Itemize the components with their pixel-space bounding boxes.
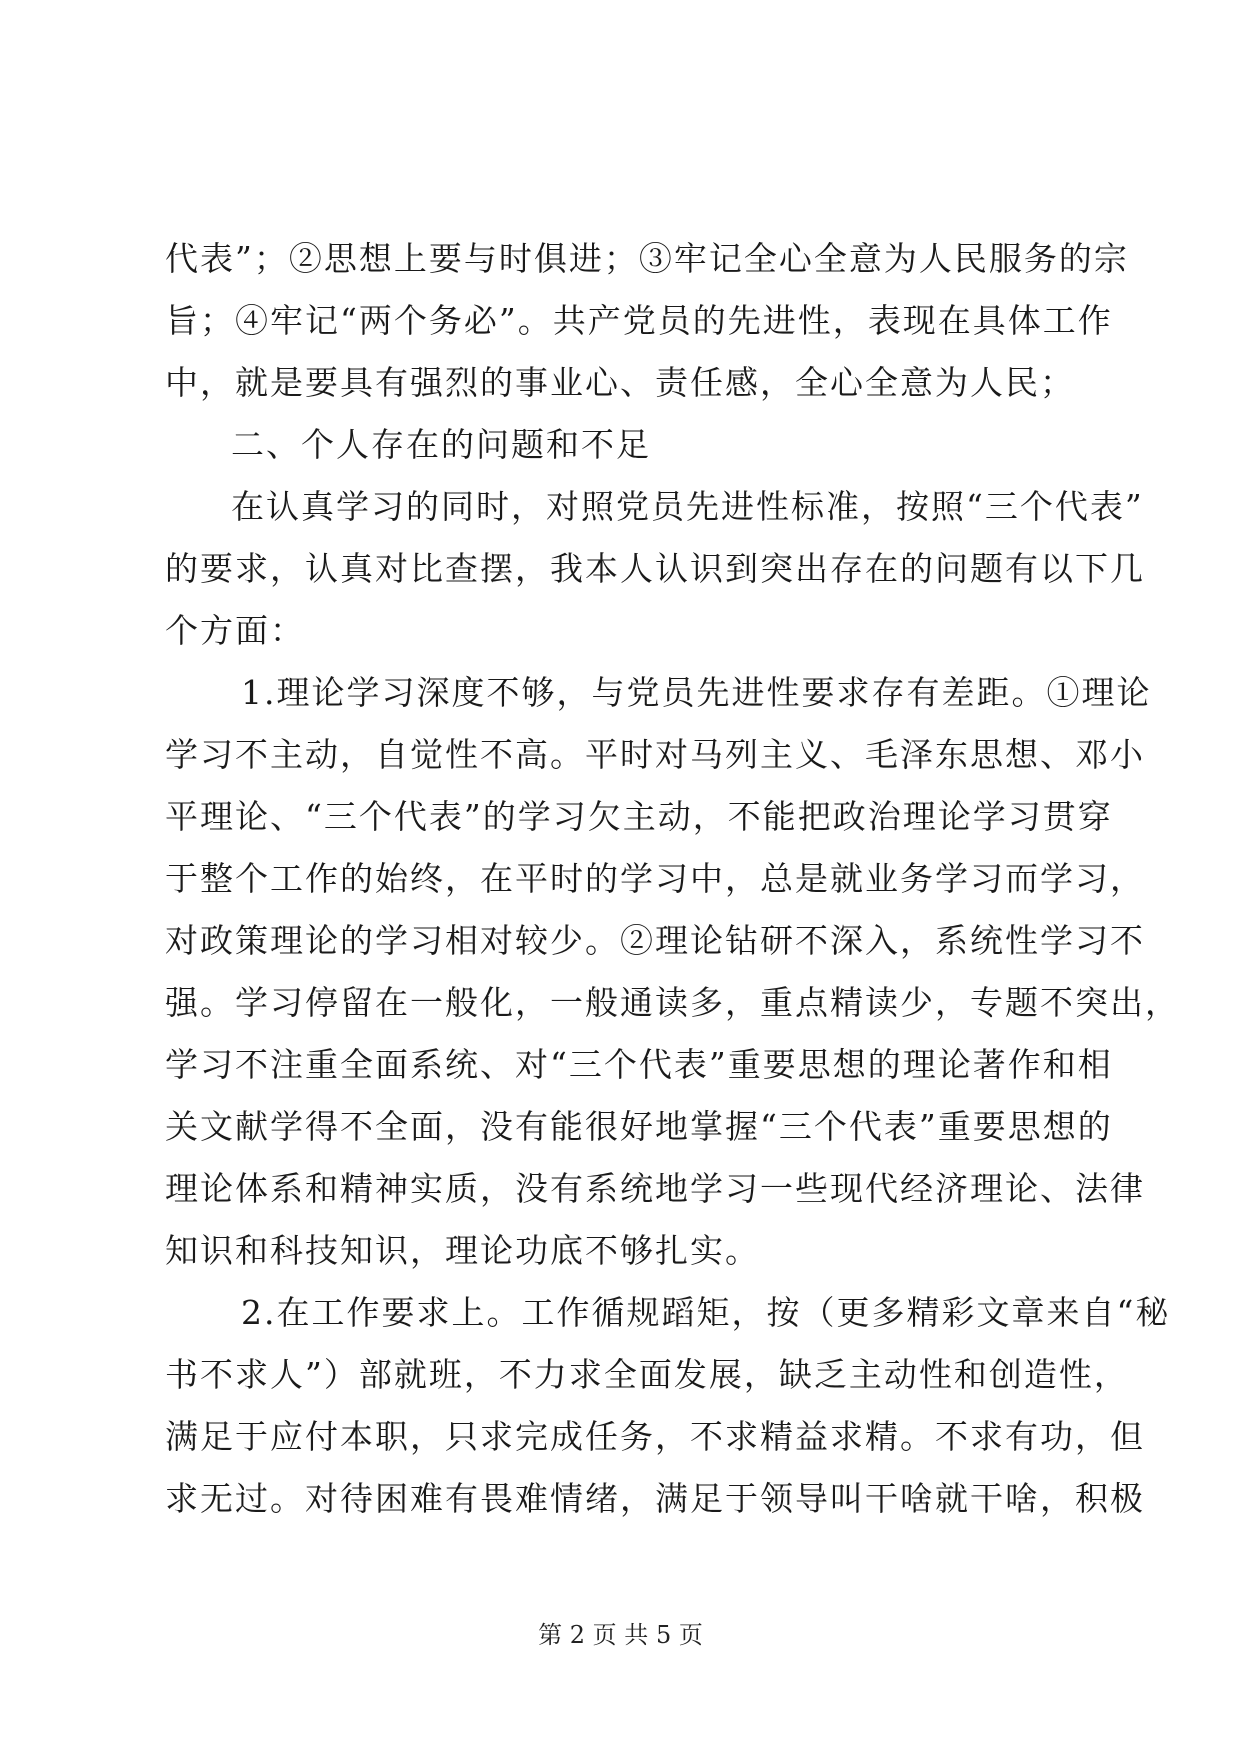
text-line: 对政策理论的学习相对较少。②理论钻研不深入，系统性学习不 <box>165 921 1145 960</box>
text-line: 中，就是要具有强烈的事业心、责任感，全心全意为人民； <box>165 363 1075 402</box>
text-line: 于整个工作的始终，在平时的学习中，总是就业务学习而学习， <box>165 859 1145 898</box>
text-line: 学习不主动，自觉性不高。平时对马列主义、毛泽东思想、邓小 <box>165 735 1145 774</box>
text-line: 2.在工作要求上。工作循规蹈矩，按（更多精彩文章来自“秘 <box>241 1293 1171 1332</box>
text-line: 的要求，认真对比查摆，我本人认识到突出存在的问题有以下几 <box>165 549 1145 588</box>
text-line: 平理论、“三个代表”的学习欠主动，不能把政治理论学习贯穿 <box>165 797 1113 836</box>
text-line: 在认真学习的同时，对照党员先进性标准，按照“三个代表” <box>231 487 1144 526</box>
page-number-footer: 第 2 页 共 5 页 <box>538 1621 703 1649</box>
text-line: 1.理论学习深度不够，与党员先进性要求存有差距。①理论 <box>241 673 1152 712</box>
text-line: 强。学习停留在一般化，一般通读多，重点精读少，专题不突出， <box>165 983 1180 1022</box>
text-line: 知识和科技知识，理论功底不够扎实。 <box>165 1231 760 1270</box>
text-line: 旨；④牢记“两个务必”。共产党员的先进性，表现在具体工作 <box>165 301 1113 340</box>
text-line: 书不求人”）部就班，不力求全面发展，缺乏主动性和创造性， <box>165 1355 1129 1394</box>
text-line: 学习不注重全面系统、对“三个代表”重要思想的理论著作和相 <box>165 1045 1113 1084</box>
text-line: 满足于应付本职，只求完成任务，不求精益求精。不求有功，但 <box>165 1417 1145 1456</box>
text-line: 求无过。对待困难有畏难情绪，满足于领导叫干啥就干啥，积极 <box>165 1479 1145 1518</box>
text-line: 理论体系和精神实质，没有系统地学习一些现代经济理论、法律 <box>165 1169 1145 1208</box>
document-body <box>165 228 1180 1530</box>
text-line: 关文献学得不全面，没有能很好地掌握“三个代表”重要思想的 <box>165 1107 1113 1146</box>
section-heading: 二、个人存在的问题和不足 <box>231 425 651 464</box>
text-line: 个方面： <box>165 611 305 650</box>
text-line: 代表”；②思想上要与时俱进；③牢记全心全意为人民服务的宗 <box>165 239 1129 278</box>
